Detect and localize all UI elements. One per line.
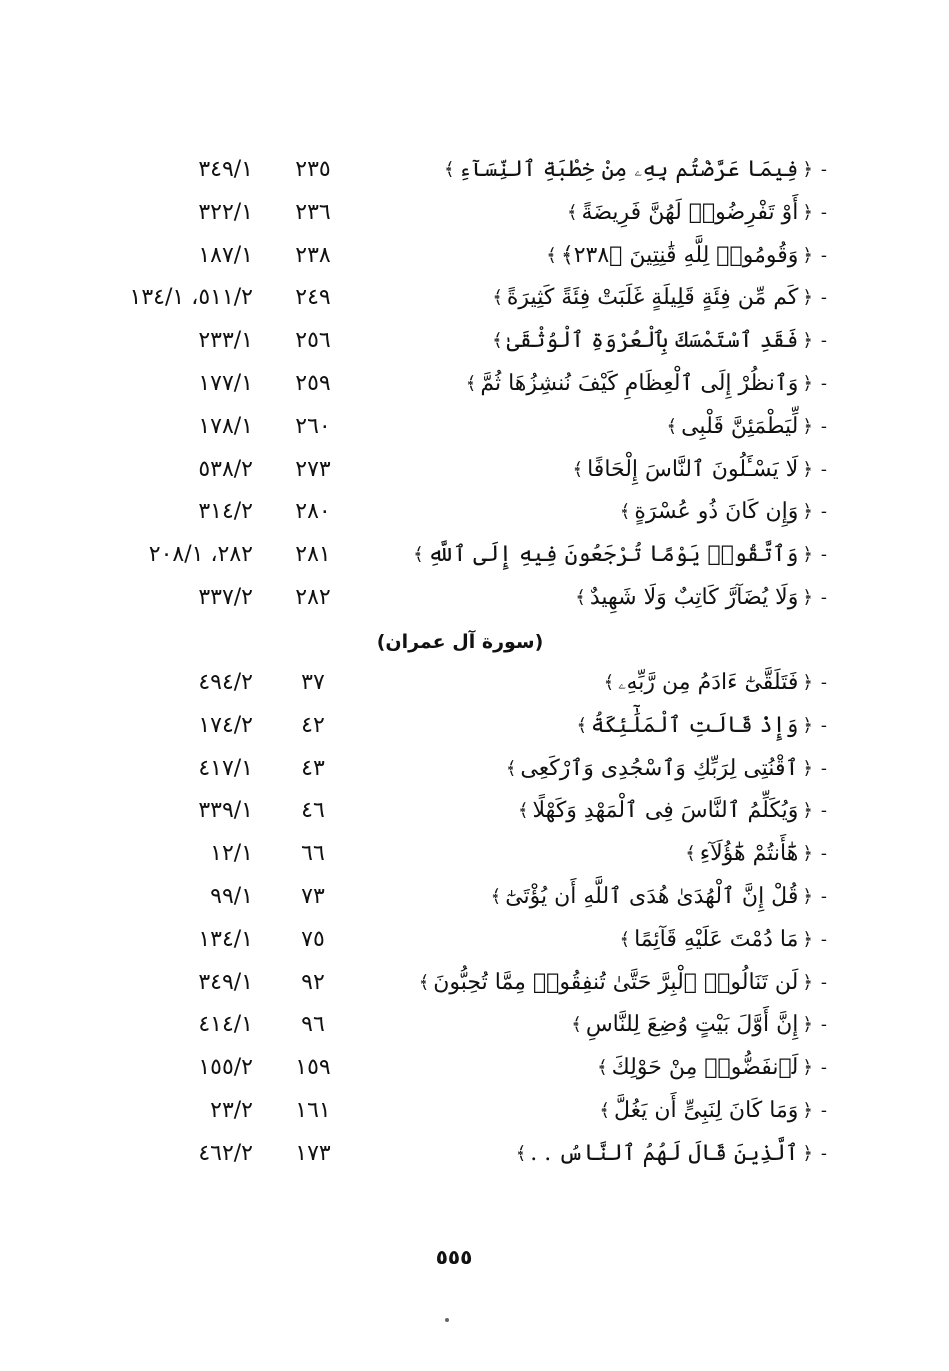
ornate-bracket-close: ﴾ <box>465 373 477 394</box>
ayah-number: ٦٦ <box>301 841 325 867</box>
verse-text: ٱلَّذِينَ قَالَ لَهُمُ ٱلنَّاسُ . . <box>530 1140 799 1166</box>
ayah-number: ٤٦ <box>301 798 325 824</box>
verse-text: فَقَدِ ٱسْتَمْسَكَ بِٱلْعُرْوَةِ ٱلْوُثْقَىٰ <box>506 328 799 354</box>
ayah-number: ٩٢ <box>301 969 325 995</box>
ornate-bracket-close: ﴾ <box>515 1142 527 1164</box>
index-entry <box>0 366 949 402</box>
index-entry <box>0 665 949 701</box>
verse-text: أَوْ تَفْرِضُوا۟ لَهُنَّ فَرِيضَةً <box>581 199 799 225</box>
index-entry <box>0 409 949 445</box>
footer-dot <box>445 1318 449 1322</box>
entry-dash: - <box>820 159 827 180</box>
entry-dash: - <box>820 886 827 907</box>
index-entry <box>0 1050 949 1086</box>
verse-citation <box>506 751 827 787</box>
volume-page-reference: ٣٢٢/١ <box>198 199 253 225</box>
ayah-number: ٢٥٩ <box>295 371 331 396</box>
verse-text: إِنَّ أَوَّلَ بَيْتٍ وُضِعَ لِلنَّاسِ <box>585 1012 799 1038</box>
ayah-number: ١٥٩ <box>295 1055 331 1081</box>
ornate-bracket-close: ﴾ <box>576 714 587 736</box>
volume-page-reference: ٤٩٤/٢ <box>198 670 253 695</box>
verse-citation <box>571 1007 827 1043</box>
ayah-number: ٤٣ <box>301 755 325 781</box>
verse-citation <box>516 1136 827 1172</box>
ornate-bracket-open: ﴿ <box>802 672 813 693</box>
ornate-bracket-open: ﴿ <box>802 501 813 523</box>
index-entry <box>0 195 949 231</box>
ornate-bracket-close: ﴾ <box>492 287 503 309</box>
entry-dash: - <box>820 1014 827 1036</box>
ornate-bracket-close: ﴾ <box>567 201 578 223</box>
volume-page-reference: ٣١٤/٢ <box>198 499 253 525</box>
index-entry <box>0 965 949 1001</box>
volume-page-reference: ٤٦٢/٢ <box>198 1140 253 1166</box>
entry-dash: - <box>820 971 827 993</box>
verse-citation <box>419 965 827 1001</box>
entry-dash: - <box>820 714 827 736</box>
verse-text: فَتَلَقَّىٰٓ ءَادَمُ مِن رَّبِّهِۦ <box>618 670 799 695</box>
verse-citation <box>576 708 827 744</box>
verse-citation <box>667 409 827 445</box>
entry-dash: - <box>820 1100 827 1121</box>
verse-text: كَم مِّن فِئَةٍ قَلِيلَةٍ غَلَبَتْ فِئَةً كَثِيرَةً <box>506 285 799 311</box>
ornate-bracket-open: ﴿ <box>802 757 813 779</box>
entry-dash: - <box>820 201 827 223</box>
index-entry <box>0 879 949 915</box>
ayah-number: ٢٣٥ <box>295 157 331 182</box>
entry-dash: - <box>820 672 827 693</box>
entry-dash: - <box>820 928 827 950</box>
entry-dash: - <box>820 843 827 865</box>
entry-dash: - <box>820 244 827 266</box>
ayah-number: ٢٤٩ <box>295 285 331 311</box>
verse-citation <box>573 452 827 488</box>
volume-page-reference: ١٢/١ <box>210 841 253 867</box>
volume-page-reference: ١٧٧/١ <box>198 371 253 396</box>
volume-page-reference: ١٨٧/١ <box>198 242 253 268</box>
ornate-bracket-open: ﴿ <box>802 244 813 266</box>
ayah-number: ٩٦ <box>301 1012 325 1038</box>
entry-dash: - <box>820 1057 827 1079</box>
volume-page-reference: ١٥٥/٢ <box>198 1055 253 1081</box>
volume-page-reference: ٢٣٣/١ <box>198 328 253 354</box>
ayah-number: ٢٥٦ <box>295 328 331 354</box>
volume-page-reference: ٢٣/٢ <box>210 1098 253 1123</box>
ornate-bracket-open: ﴿ <box>802 1014 813 1036</box>
page-number: ٥٥٥ <box>435 1245 473 1269</box>
volume-page-reference: ٣٣٧/٢ <box>198 585 253 610</box>
ornate-bracket-open: ﴿ <box>802 373 813 394</box>
ornate-bracket-close: ﴾ <box>505 757 517 779</box>
index-entry <box>0 537 949 573</box>
verse-citation <box>620 922 827 958</box>
volume-page-reference: ٥٣٨/٢ <box>198 456 253 482</box>
ornate-bracket-open: ﴿ <box>802 800 813 822</box>
ayah-number: ٢٨١ <box>295 542 331 568</box>
ayah-number: ٤٢ <box>301 712 325 738</box>
verse-text: قُلْ إِنَّ ٱلْهُدَىٰ هُدَى ٱللَّهِ أَن يُؤْتَىٰٓ <box>505 884 799 909</box>
verse-text: لَا يَسْـَٔلُونَ ٱلنَّاسَ إِلْحَافًا <box>587 456 799 482</box>
ornate-bracket-open: ﴿ <box>802 971 813 993</box>
entry-dash: - <box>820 501 827 523</box>
verse-text: وَٱنظُرْ إِلَى ٱلْعِظَامِ كَيْفَ نُنشِزُهَا ثُمَّ <box>480 371 799 396</box>
verse-text: وَلَا يُضَآرَّ كَاتِبٌ وَلَا شَهِيدٌ <box>589 585 799 610</box>
index-entry <box>0 323 949 359</box>
verse-citation <box>599 1093 827 1129</box>
verse-citation <box>492 323 827 359</box>
ornate-bracket-close: ﴾ <box>413 544 424 566</box>
index-entry <box>0 1007 949 1043</box>
ayah-number: ٧٥ <box>301 926 325 952</box>
verse-text: لَٱنفَضُّوا۟ مِنْ حَوْلِكَ <box>611 1055 799 1081</box>
verse-citation <box>518 793 827 829</box>
index-entry <box>0 238 949 274</box>
ornate-bracket-close: ﴾ <box>619 501 631 523</box>
verse-citation <box>604 665 827 701</box>
index-entry <box>0 708 949 744</box>
ornate-bracket-open: ﴿ <box>802 928 813 950</box>
entry-dash: - <box>820 1142 827 1164</box>
verse-citation <box>466 366 827 402</box>
ayah-number: ٢٦٠ <box>295 413 331 439</box>
verse-text: هَٰٓأَنتُمْ هَٰٓؤُلَآءِ <box>699 841 799 867</box>
ayah-number: ١٧٣ <box>295 1140 331 1166</box>
verse-text: ٱقْنُتِى لِرَبِّكِ وَٱسْجُدِى وَٱرْكَعِى <box>520 755 799 781</box>
index-entry <box>0 280 949 316</box>
ornate-bracket-open: ﴿ <box>802 714 813 736</box>
ornate-bracket-open: ﴿ <box>802 201 813 223</box>
ornate-bracket-open: ﴿ <box>802 458 813 480</box>
ayah-number: ٢٣٦ <box>295 199 331 225</box>
volume-page-reference: ٥١١/٢، ١٣٤/١ <box>129 285 253 311</box>
verse-text: مَا دُمْتَ عَلَيْهِ قَآئِمًا <box>634 926 799 952</box>
surah-heading: (سورة آل عمران) <box>376 631 544 653</box>
volume-page-reference: ٩٩/١ <box>210 884 253 909</box>
index-entry <box>0 751 949 787</box>
verse-citation <box>413 537 827 573</box>
ayah-number: ٧٣ <box>301 884 325 909</box>
entry-dash: - <box>820 800 827 822</box>
index-entry <box>0 1093 949 1129</box>
entry-dash: - <box>820 373 827 394</box>
volume-page-reference: ٣٤٩/١ <box>198 969 253 995</box>
volume-page-reference: ٣٤٩/١ <box>198 157 253 182</box>
volume-page-reference: ١٧٤/٢ <box>198 712 253 738</box>
entry-dash: - <box>820 587 827 608</box>
ornate-bracket-open: ﴿ <box>802 587 813 608</box>
entry-dash: - <box>820 415 827 437</box>
ornate-bracket-open: ﴿ <box>802 886 813 907</box>
index-entry <box>0 1136 949 1172</box>
entry-dash: - <box>820 287 827 309</box>
verse-citation <box>546 238 827 274</box>
ayah-number: ٣٧ <box>301 670 325 695</box>
entry-dash: - <box>820 757 827 779</box>
verse-citation <box>575 580 827 616</box>
verse-text: وَإِذْ قَالَتِ ٱلْمَلَٰٓئِكَةُ <box>591 712 799 738</box>
index-entry <box>0 836 949 872</box>
ornate-bracket-open: ﴿ <box>802 1100 813 1121</box>
ornate-bracket-open: ﴿ <box>802 415 813 437</box>
ornate-bracket-close: ﴾ <box>490 886 502 907</box>
entry-dash: - <box>820 458 827 480</box>
ornate-bracket-close: ﴾ <box>666 415 678 437</box>
ayah-number: ٢٣٨ <box>295 242 331 268</box>
volume-page-reference: ٣٣٩/١ <box>198 798 253 824</box>
ornate-bracket-close: ﴾ <box>597 1057 608 1079</box>
ornate-bracket-open: ﴿ <box>802 1142 813 1164</box>
volume-page-reference: ٤١٤/١ <box>198 1012 253 1038</box>
ornate-bracket-close: ﴾ <box>619 928 631 950</box>
ornate-bracket-close: ﴾ <box>575 587 586 608</box>
verse-citation <box>491 879 827 915</box>
verse-citation <box>567 195 827 231</box>
ornate-bracket-open: ﴿ <box>802 159 813 180</box>
entry-dash: - <box>820 544 827 566</box>
verse-citation <box>597 1050 827 1086</box>
ayah-number: ١٦١ <box>295 1098 331 1123</box>
verse-text: وَيُكَلِّمُ ٱلنَّاسَ فِى ٱلْمَهْدِ وَكَهْلًا <box>532 798 799 824</box>
verse-text: لَن تَنَالُوا۟ ٱلْبِرَّ حَتَّىٰ تُنفِقُوا۟ مِمَّا تُحِبُّونَ <box>433 969 799 995</box>
verse-text: وَإِن كَانَ ذُو عُسْرَةٍ <box>634 499 799 525</box>
verse-text: وَمَا كَانَ لِنَبِىٍّ أَن يَغُلَّ <box>613 1098 799 1123</box>
index-entry <box>0 152 949 188</box>
ornate-bracket-open: ﴿ <box>802 544 813 566</box>
volume-page-reference: ٢٨٢، ٢٠٨/١ <box>148 542 253 568</box>
ornate-bracket-close: ﴾ <box>546 244 557 266</box>
entry-dash: - <box>820 330 827 352</box>
ornate-bracket-close: ﴾ <box>572 458 584 480</box>
verse-text: لِّيَطْمَئِنَّ قَلْبِى <box>681 413 799 439</box>
ornate-bracket-close: ﴾ <box>518 800 529 822</box>
ayah-number: ٢٧٣ <box>295 456 331 482</box>
verse-citation <box>492 280 827 316</box>
ayah-number: ٢٨٢ <box>295 585 331 610</box>
index-entry <box>0 580 949 616</box>
ornate-bracket-close: ﴾ <box>571 1014 582 1036</box>
ornate-bracket-close: ﴾ <box>599 1100 610 1121</box>
ornate-bracket-close: ﴾ <box>418 971 430 993</box>
ornate-bracket-close: ﴾ <box>603 672 615 693</box>
index-entry <box>0 793 949 829</box>
ornate-bracket-open: ﴿ <box>802 1057 813 1079</box>
ayah-number: ٢٨٠ <box>295 499 331 525</box>
index-entry <box>0 922 949 958</box>
verse-text: وَقُومُوا۟ لِلَّهِ قَٰنِتِينَ ﴿٢٣٨﴾ <box>560 242 799 268</box>
volume-page-reference: ١٣٤/١ <box>198 926 253 952</box>
verse-text: فِيمَا عَرَّضْتُم بِهِۦ مِنْ خِطْبَةِ ٱلنِّسَآءِ <box>458 157 799 182</box>
ornate-bracket-close: ﴾ <box>444 159 455 180</box>
ornate-bracket-open: ﴿ <box>802 330 813 352</box>
verse-citation <box>620 494 827 530</box>
ornate-bracket-close: ﴾ <box>685 843 696 865</box>
ornate-bracket-open: ﴿ <box>802 843 813 865</box>
volume-page-reference: ٤١٧/١ <box>198 755 253 781</box>
ornate-bracket-close: ﴾ <box>492 330 503 352</box>
index-entry <box>0 452 949 488</box>
index-entry <box>0 494 949 530</box>
verse-citation <box>444 152 827 188</box>
verse-citation <box>685 836 827 872</box>
ornate-bracket-open: ﴿ <box>802 287 813 309</box>
verse-text: وَٱتَّقُوا۟ يَوْمًا تُرْجَعُونَ فِيهِ إِلَى ٱللَّهِ <box>427 542 799 568</box>
volume-page-reference: ١٧٨/١ <box>198 413 253 439</box>
